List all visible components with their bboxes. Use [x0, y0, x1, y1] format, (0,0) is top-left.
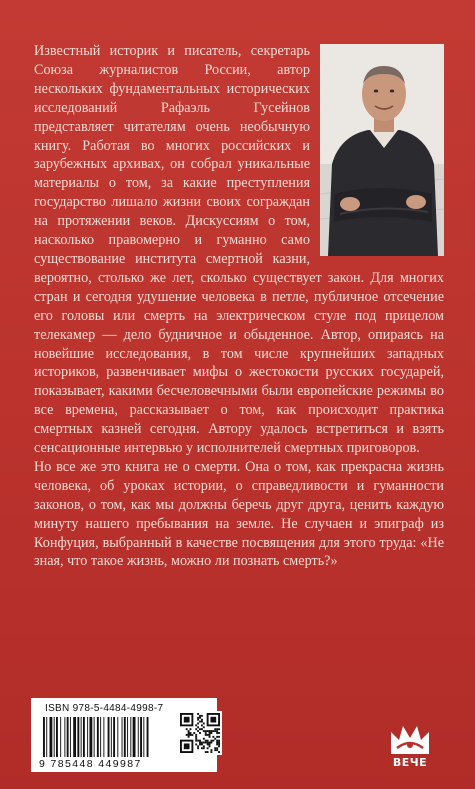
annotation-paragraph-2: Но все же это книга не о смерти. Она о том, как прекрасна жизнь человека, об уроках истории, о справедливости и гуманности законов, о том, как мы должны беречь друг друга, ценить каждую минуту нашего пребывания на земле. Не случаен и эпиграф из Конфуция, выбранный в качестве посвящения для этого труда: «Не зная, что такое жизнь, можно ли познать смерть?» [34, 458, 444, 570]
author-photo [320, 44, 444, 256]
publisher-crown-icon [385, 718, 435, 758]
publisher-name: ВЕЧЕ [392, 756, 428, 769]
isbn-number: ISBN 978-5-4484-4998-7 [45, 703, 164, 714]
annotation-paragraph-1: Известный историк и писатель, секретарь Союза журналистов России, автор нескольких фундаментальных исторических исследований Рафаэль Гусейнов представляет читателям очень необычную книгу. Работая во многих российских и зарубежных архивах, он собрал уникальные материалы о том, за какие преступления государство лишало жизни своих сограждан на протяжении веков. Дискуссиям о том, насколько правомерно и гуманно само существование института смертной казни, вероятно, столько же лет, сколько существует закон. Для многих стран и сегодня удушение человека в петле, публичное отсечение его головы или смерть на электрическом стуле под прицелом телекамер — дело будничное и обыденное. Автор, опираясь на новейшие исследования, в том числе крупнейших западных историков, развенчивает мифы о жестокости русских государей, показывает, какими бесчеловечными были европейские режимы во все времена, рассказывает о том, как происходит практика смертных казней сегодня. Автору удалось встретиться и взять сенсационные интервью у исполнителей смертных приговоров. [34, 43, 444, 457]
publisher-logo [385, 718, 435, 774]
author-photo-image [320, 44, 444, 256]
annotation-text [34, 42, 444, 571]
barcode-bars [41, 717, 171, 757]
barcode-digits: 9 785448 449987 [39, 758, 142, 770]
qr-code [178, 711, 222, 755]
qr-code-pattern [180, 713, 220, 753]
